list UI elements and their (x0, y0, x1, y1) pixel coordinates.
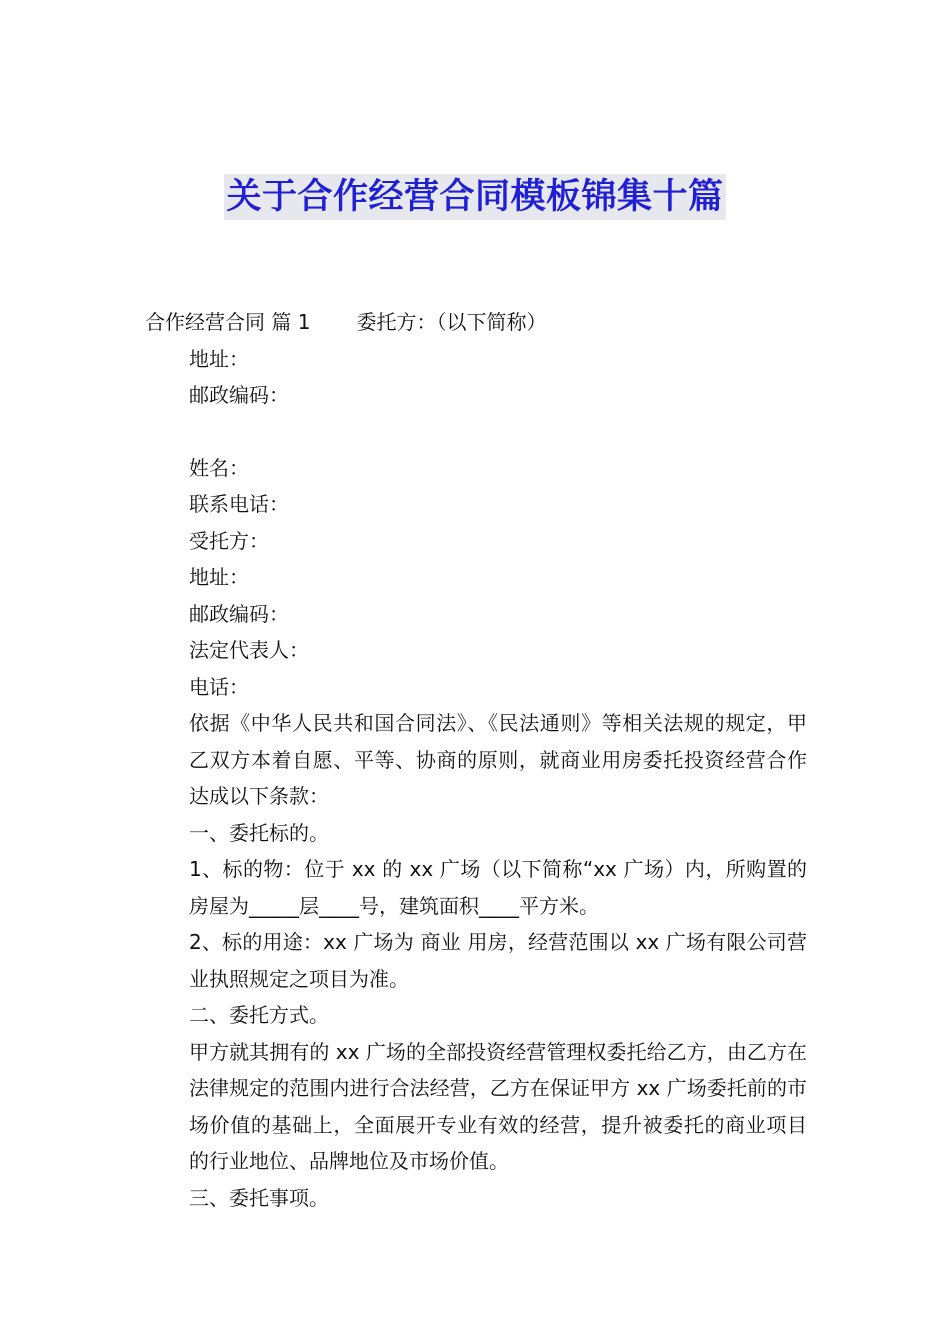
basis-paragraph: 依据《中华人民共和国合同法》、《民法通则》等相关法规的规定，甲乙双方本着自愿、平等、协商的原则，就商业用房委托投资经营合作达成以下条款： (189, 711, 807, 808)
mode-paragraph: 甲方就其拥有的 xx 广场的全部投资经营管理权委托给乙方，由乙方在法律规定的范围内进行合法经营，乙方在保证甲方 xx 广场委托前的市场价值的基础上，全面展开专业有效的经营，提升被委托的商业项目的行业地位、品牌地位及市场价值。 (189, 1039, 807, 1173)
legal-representative-field: 法定代表人： (189, 638, 309, 662)
contract-heading: 合作经营合同 篇 1 (145, 310, 311, 334)
section-1-title: 一、委托标的。 (189, 820, 329, 845)
trustee-field: 受托方： (189, 528, 269, 553)
document-body (145, 304, 807, 1216)
document-title: 关于合作经营合同模板锦集十篇 (224, 174, 725, 220)
blank-gap (145, 414, 807, 450)
item-1-paragraph: 1、标的物：位于 xx 的 xx 广场（以下简称“xx 广场）内，所购置的房屋为_____层____号，建筑面积____平方米。 (189, 857, 807, 918)
item-2-paragraph: 2、标的用途：xx 广场为 商业 用房，经营范围以 xx 广场有限公司营业执照规定之项目为准。 (189, 930, 807, 991)
title-container (0, 174, 950, 220)
address-field-b: 地址： (189, 565, 249, 589)
section-3-title: 三、委托事项。 (189, 1185, 329, 1210)
phone-field: 联系电话： (189, 492, 289, 516)
section-2-title: 二、委托方式。 (189, 1003, 329, 1027)
postcode-field-b: 邮政编码： (189, 601, 289, 626)
contract-heading-line (145, 304, 807, 341)
postcode-field-a: 邮政编码： (189, 383, 289, 407)
telephone-field: 电话： (189, 674, 249, 699)
principal-party-label: 委托方：（以下简称） (356, 310, 547, 334)
address-field-a: 地址： (189, 346, 249, 371)
name-field: 姓名： (189, 455, 249, 480)
